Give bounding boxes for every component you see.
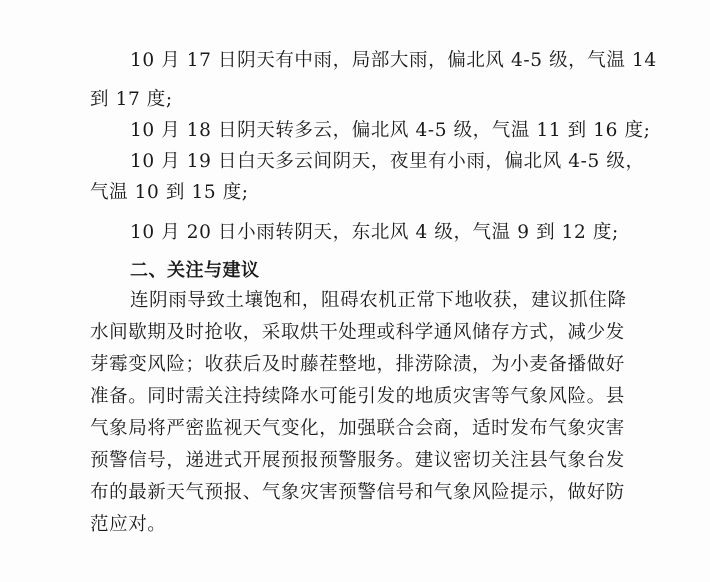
forecast-oct19-line1: 10 月 19 日白天多云间阴天，夜里有小雨，偏北风 4-5 级，	[130, 151, 645, 172]
paragraph-line: 水间歇期及时抢收，采取烘干处理或科学通风储存方式，减少发	[90, 322, 625, 343]
forecast-oct20: 10 月 20 日小雨转阴天，东北风 4 级，气温 9 到 12 度;	[130, 222, 619, 243]
forecast-oct19-line2: 气温 10 到 15 度;	[90, 182, 249, 203]
paragraph-line: 气象局将严密监视天气变化，加强联合会商，适时发布气象灾害	[90, 418, 625, 439]
paragraph-line: 连阴雨导致土壤饱和，阻碍农机正常下地收获，建议抓住降	[130, 290, 627, 311]
section-heading: 二、关注与建议	[130, 260, 260, 281]
paragraph-line: 预警信号，递进式开展预报预警服务。建议密切关注县气象台发	[90, 450, 625, 471]
forecast-oct18: 10 月 18 日阴天转多云，偏北风 4-5 级，气温 11 到 16 度;	[130, 120, 651, 141]
paragraph-line: 范应对。	[90, 514, 167, 535]
forecast-oct17-line2: 到 17 度;	[90, 89, 173, 110]
paragraph-line: 准备。同时需关注持续降水可能引发的地质灾害等气象风险。县	[90, 386, 625, 407]
forecast-oct17-line1: 10 月 17 日阴天有中雨，局部大雨，偏北风 4-5 级，气温 14	[130, 50, 657, 71]
paragraph-line: 布的最新天气预报、气象灾害预警信号和气象风险提示，做好防	[90, 482, 625, 503]
paragraph-line: 芽霉变风险；收获后及时藤茬整地，排涝除渍，为小麦备播做好	[90, 354, 625, 375]
